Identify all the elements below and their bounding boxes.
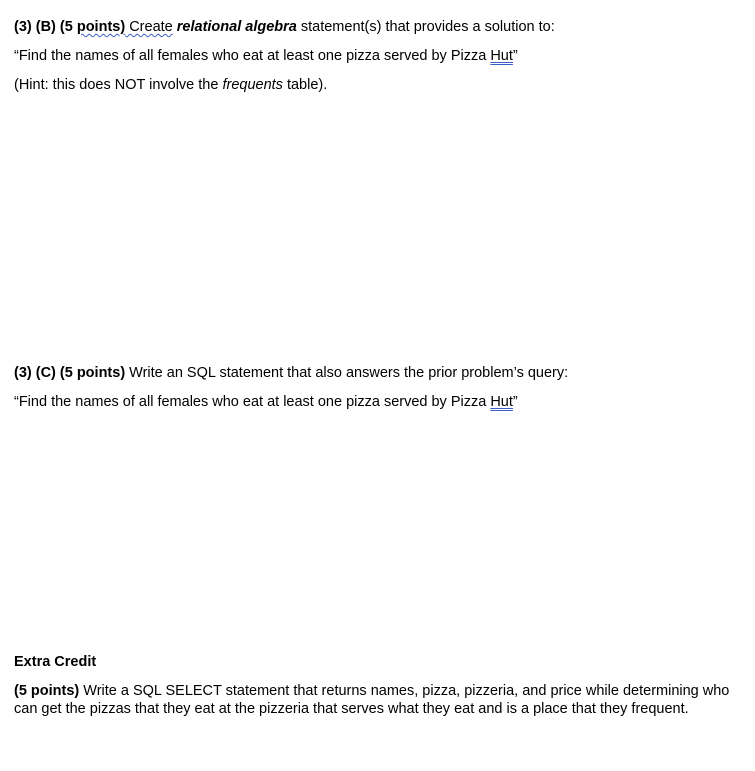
points-spellcheck: points) [76,19,126,35]
question-3c-heading [14,364,568,382]
frequents-term: frequents [222,77,283,93]
question-3c-label: (3) (C) (5 points) [14,365,126,381]
question-3b-heading [14,18,555,36]
question-3c-quote [14,393,518,411]
question-3b-text: statement(s) that provides a solution to: [296,19,555,35]
extra-credit-label: (5 points) [14,683,80,699]
hut-grammar-mark: Hut [490,394,513,410]
hut-grammar-mark: Hut [490,48,513,64]
extra-credit-title: Extra Credit [14,654,97,670]
quote-close: ” [512,48,518,64]
question-3b-quote [14,47,518,65]
hint-text: (Hint: this does NOT involve the [14,77,223,93]
question-3b-hint [14,76,327,94]
quote-text: “Find the names of all females who eat at least one pizza served by Pizza [14,394,491,410]
question-3c-text: Write an SQL statement that also answers the prior problem’s query: [125,365,569,381]
quote-close: ” [512,394,518,410]
extra-credit-question [14,682,739,718]
create-spellcheck: Create [125,19,173,35]
extra-credit-heading [14,653,96,671]
question-3b-label: (3) (B) (5 [14,19,77,35]
hint-suffix: table). [282,77,328,93]
extra-credit-text: Write a SQL SELECT statement that returns names, pizza, pizzeria, and price while determining who can get the pizzas that they eat at the pizzeria that serves what they eat and is a place that they frequent. [14,683,730,717]
quote-text: “Find the names of all females who eat at least one pizza served by Pizza [14,48,491,64]
relational-algebra-term: relational algebra [176,19,297,35]
